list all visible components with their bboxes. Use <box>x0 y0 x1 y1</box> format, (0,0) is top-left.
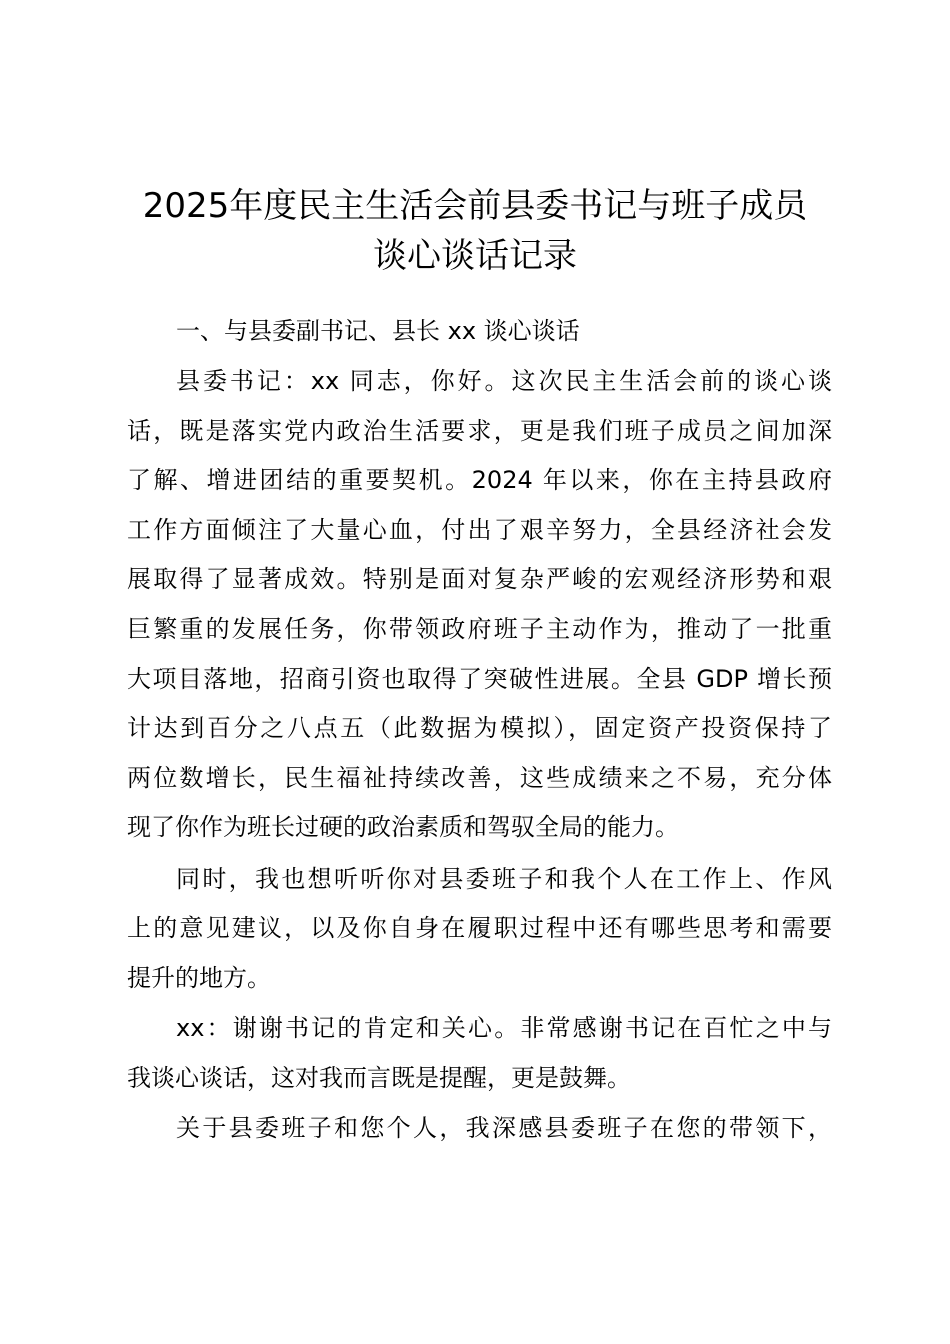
paragraph-1-line-5: 展取得了显著成效。特别是面对复杂严峻的宏观经济形势和艰 <box>127 565 832 593</box>
paragraph-2-line-2: 上的意见建议，以及你自身在履职过程中还有哪些思考和需要 <box>127 914 832 942</box>
paragraph-3-line-1: xx：谢谢书记的肯定和关心。非常感谢书记在百忙之中与 <box>176 1014 832 1042</box>
paragraph-3-line-2: 我谈心谈话，这对我而言既是提醒，更是鼓舞。 <box>127 1064 631 1092</box>
paragraph-1-line-4: 工作方面倾注了大量心血，付出了艰辛努力，全县经济社会发 <box>127 516 832 544</box>
paragraph-1-line-8: 计达到百分之八点五（此数据为模拟），固定资产投资保持了 <box>127 714 832 742</box>
section-heading: 一、与县委副书记、县长 xx 谈心谈话 <box>176 317 580 345</box>
paragraph-1-line-7: 大项目落地，招商引资也取得了突破性进展。全县 GDP 增长预 <box>127 665 832 693</box>
paragraph-1-line-10: 现了你作为班长过硬的政治素质和驾驭全局的能力。 <box>127 813 679 841</box>
document-title-line-1: 2025年度民主生活会前县委书记与班子成员 <box>142 186 808 226</box>
paragraph-2-line-3: 提升的地方。 <box>127 964 271 992</box>
paragraph-1-line-6: 巨繁重的发展任务，你带领政府班子主动作为，推动了一批重 <box>127 615 832 643</box>
paragraph-4-line-1: 关于县委班子和您个人，我深感县委班子在您的带领下， <box>176 1114 832 1142</box>
document-title-line-2: 谈心谈话记录 <box>373 236 577 276</box>
paragraph-2-line-1: 同时，我也想听听你对县委班子和我个人在工作上、作风 <box>176 865 832 893</box>
paragraph-1-line-9: 两位数增长，民生福祉持续改善，这些成绩来之不易，充分体 <box>127 764 832 792</box>
paragraph-1-line-2: 话，既是落实党内政治生活要求，更是我们班子成员之间加深 <box>127 417 832 445</box>
paragraph-1-line-1: 县委书记：xx 同志，你好。这次民主生活会前的谈心谈 <box>176 367 832 395</box>
paragraph-1-line-3: 了解、增进团结的重要契机。2024 年以来，你在主持县政府 <box>127 466 832 494</box>
